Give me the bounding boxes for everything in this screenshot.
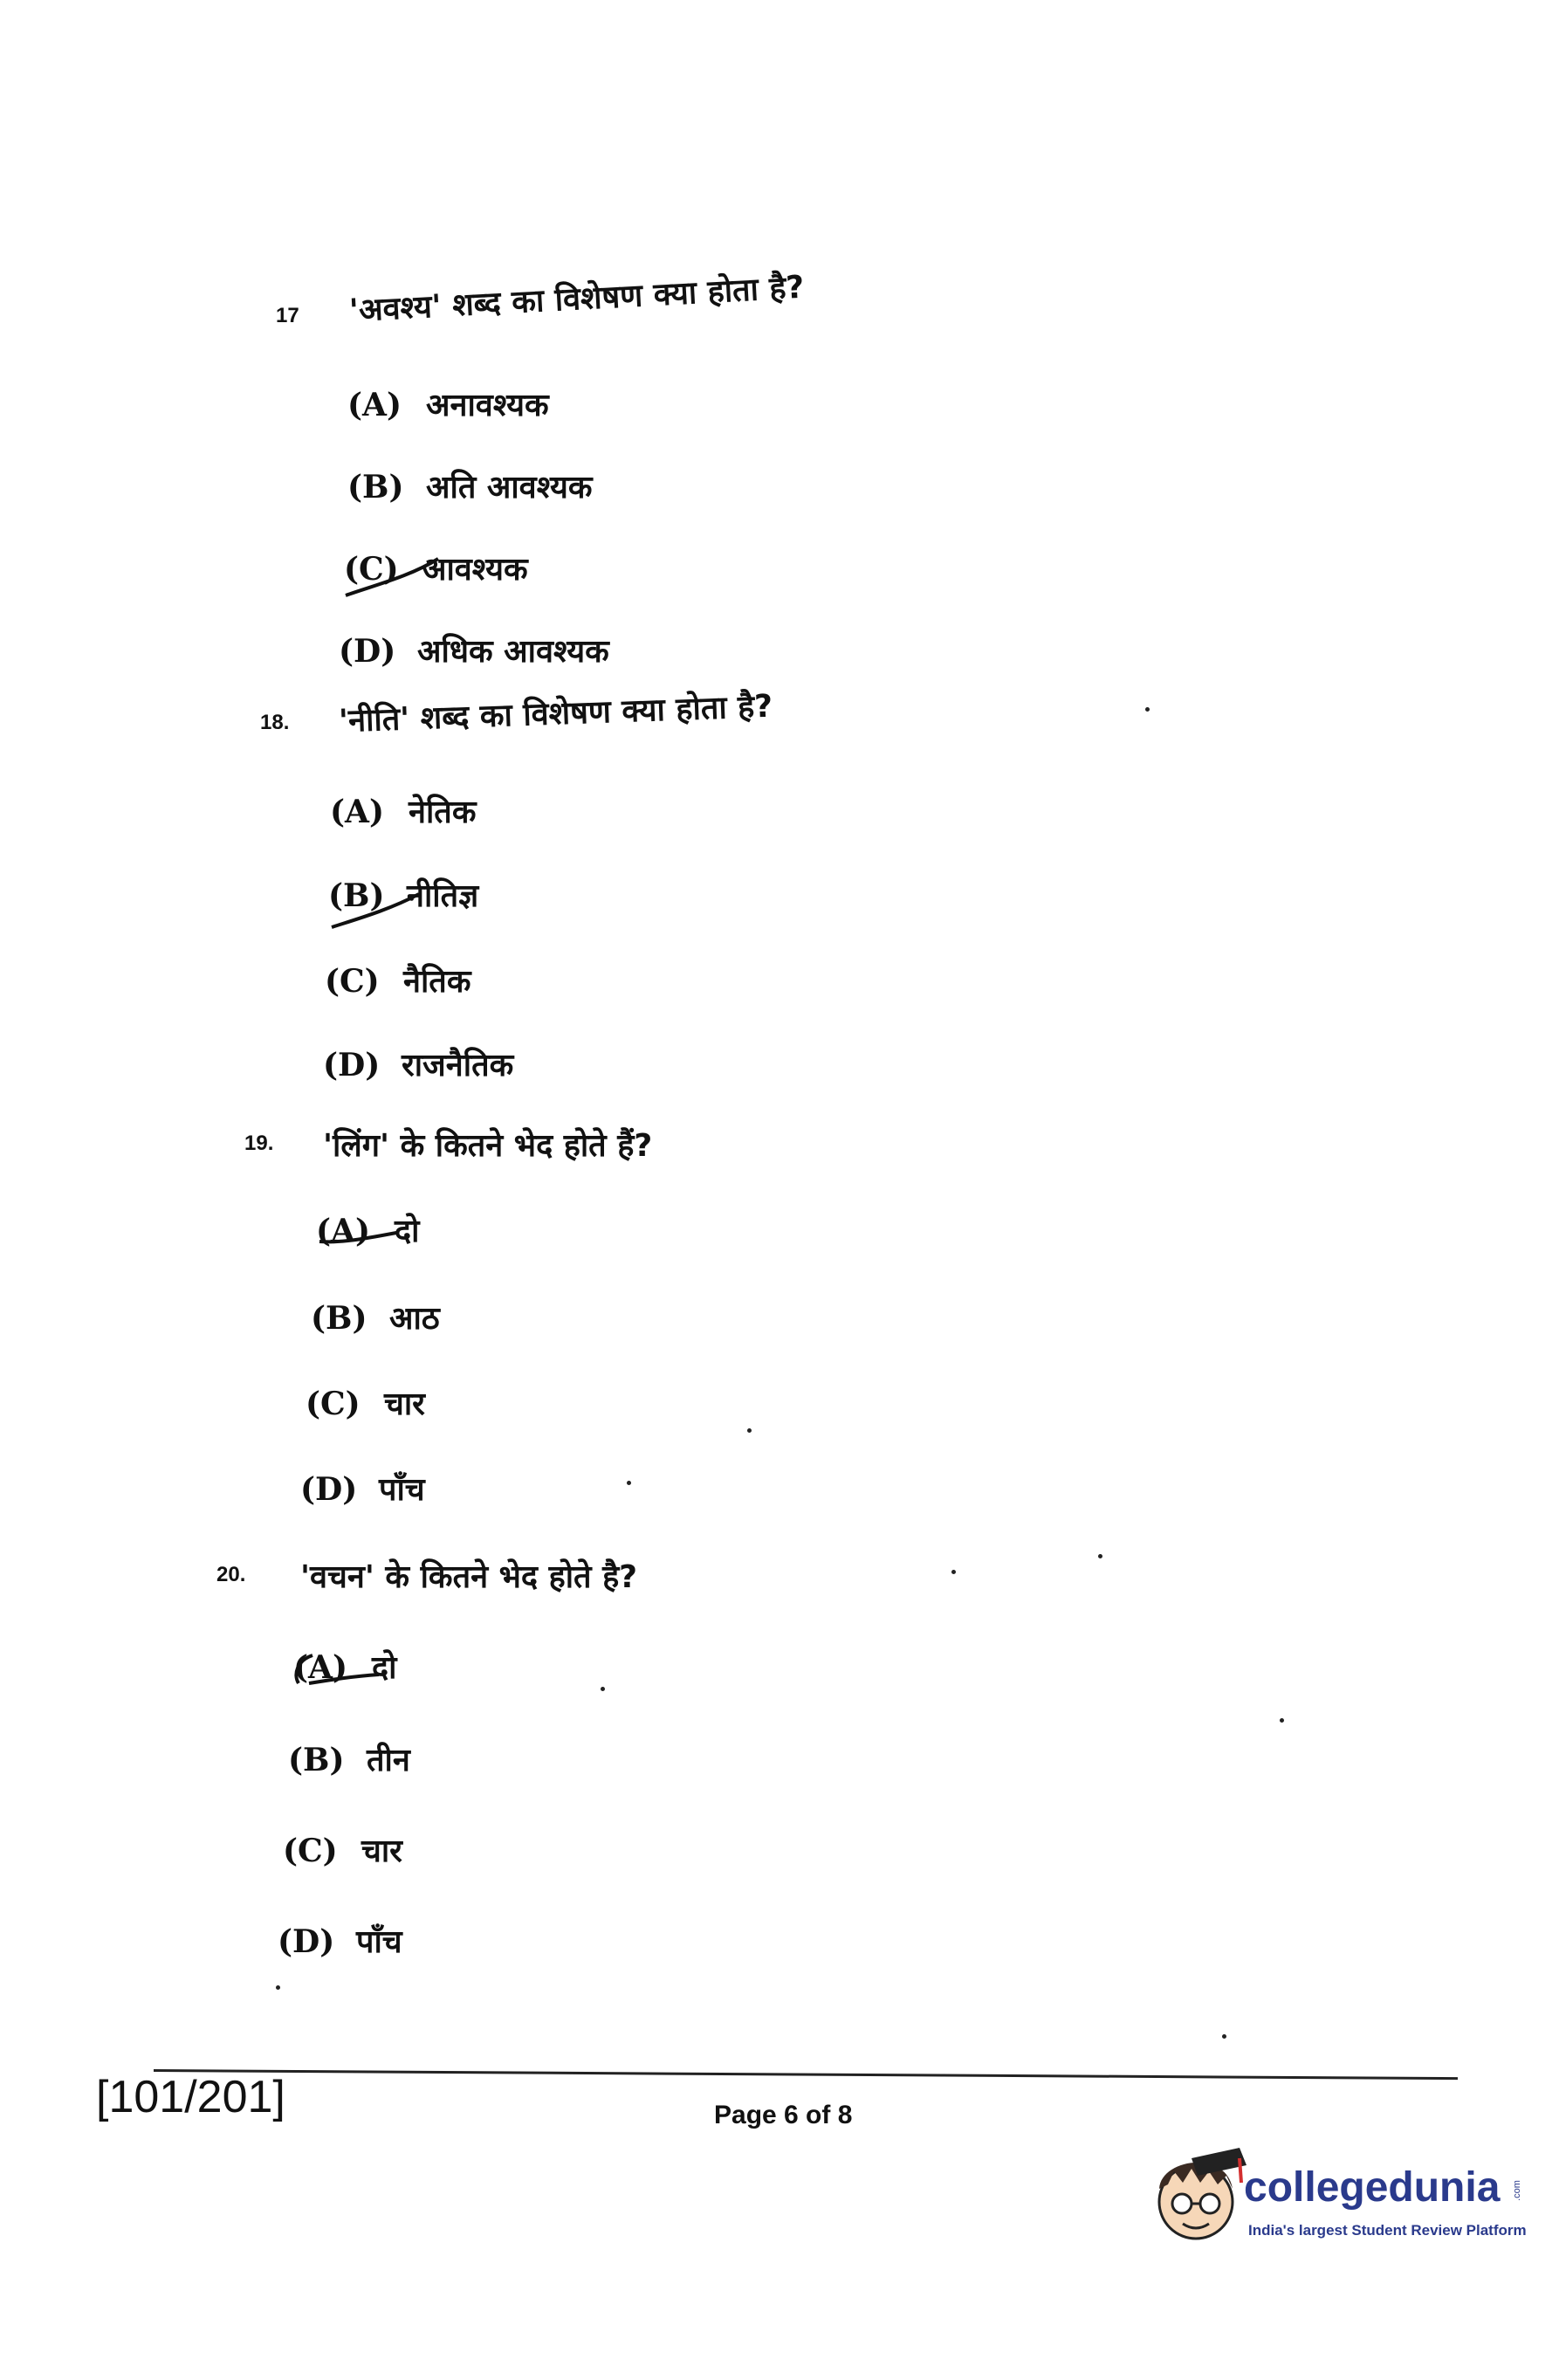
- speck: [627, 1481, 631, 1485]
- page-number: Page 6 of 8: [714, 2101, 853, 2129]
- question-text: 'नीति' शब्द का विशेषण क्या होता है?: [338, 688, 773, 739]
- option-c: (C) नैतिक: [325, 963, 471, 1000]
- speck: [1145, 707, 1150, 712]
- answer-tick-mark: [328, 882, 424, 934]
- answer-tick-mark: [316, 1219, 403, 1254]
- speck: [951, 1570, 956, 1574]
- option-d: (D) राजनैतिक: [323, 1047, 514, 1083]
- question-number: 19.: [244, 1132, 274, 1155]
- option-d: (D) अधिक आवश्यक: [339, 633, 609, 670]
- question-number: 17: [276, 304, 299, 327]
- question-text: 'वचन' के कितने भेद होते है?: [300, 1559, 638, 1595]
- speck: [601, 1687, 605, 1691]
- question-text: 'अवश्य' शब्द का विशेषण क्या होता है?: [348, 269, 806, 329]
- brand-tagline: India's largest Student Review Platform: [1248, 2222, 1527, 2239]
- brand-name: collegedunia: [1244, 2164, 1501, 2211]
- speck: [747, 1428, 752, 1433]
- answer-tick-mark: [340, 550, 445, 602]
- question-text: 'लिंग' के कितने भेद होते हैं?: [323, 1128, 653, 1164]
- paper-code: [101/201]: [96, 2072, 285, 2122]
- option-a: (A) अनावश्यक: [347, 387, 549, 423]
- answer-tick-mark: [292, 1648, 388, 1692]
- option-d: (D) पाँच: [300, 1471, 425, 1508]
- option-a: (A) दो: [293, 1649, 397, 1686]
- option-b: (B) तीन: [288, 1742, 410, 1778]
- option-d: (D) पाँच: [278, 1923, 402, 1960]
- footer-rule: [154, 2069, 1458, 2080]
- option-b: (B) नीतिज्ञ: [328, 877, 479, 914]
- speck: [1098, 1554, 1102, 1558]
- option-b: (B) आठ: [311, 1300, 440, 1337]
- option-c: (C) आवश्यक: [344, 551, 528, 588]
- speck: [276, 1985, 280, 1990]
- brand-suffix: .com: [1511, 2180, 1522, 2201]
- option-a: (A) दो: [316, 1213, 420, 1249]
- option-c: (C) चार: [306, 1386, 425, 1422]
- question-number: 18.: [260, 711, 290, 734]
- speck: [1280, 1718, 1284, 1723]
- option-b: (B) अति आवश्यक: [347, 469, 593, 506]
- option-a: (A) नेतिक: [330, 794, 477, 830]
- question-number: 20.: [216, 1563, 246, 1586]
- option-c: (C) चार: [283, 1833, 402, 1869]
- speck: [1222, 2034, 1226, 2039]
